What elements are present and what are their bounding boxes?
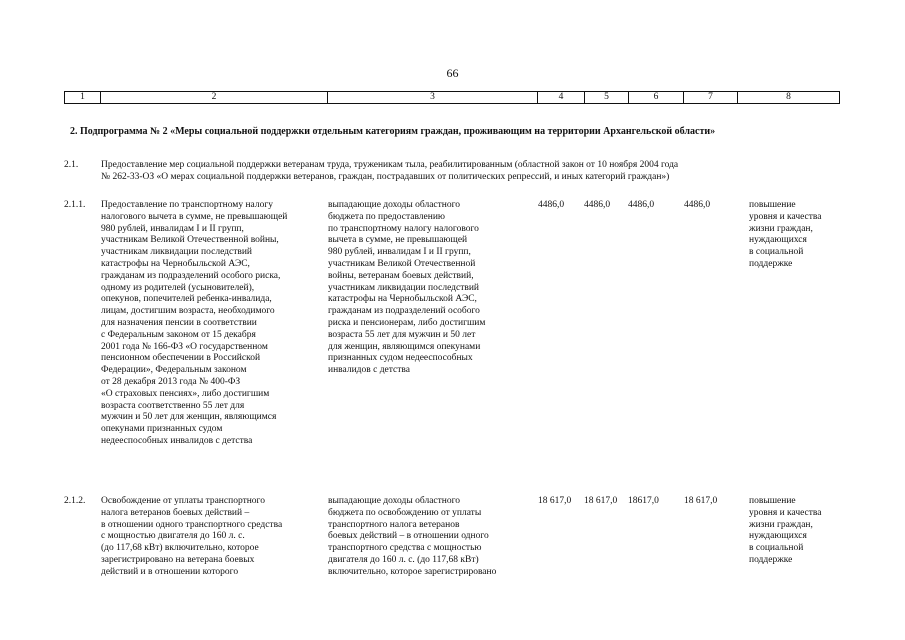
text-line: уровня и качества — [749, 211, 822, 222]
value-col4: 4486,0 — [538, 200, 565, 210]
row-revenue-description — [328, 200, 538, 377]
text-line: вычета в сумме, не превышающей — [328, 235, 468, 246]
text-line: гражданам из подразделений особого риска, — [101, 270, 281, 281]
section-description — [101, 160, 846, 184]
text-line: транспортного налога ветеранов — [328, 519, 460, 530]
text-line: недееспособных инвалидов с детства — [101, 435, 253, 446]
value-col7: 18 617,0 — [684, 496, 718, 506]
text-line: включительно, которое зарегистрировано — [328, 566, 497, 577]
text-line: жизни граждан, — [749, 223, 813, 234]
text-line: уровня и качества — [749, 507, 822, 518]
text-line: выпадающие доходы областного — [328, 496, 461, 506]
row-expected-result — [749, 496, 845, 567]
text-line: Федерации», Федеральным законом — [101, 365, 247, 376]
text-line: повышение — [749, 200, 796, 210]
text-line: с Федеральным законом от 15 декабря — [101, 329, 256, 340]
text-line: транспортного средства с мощностью — [328, 543, 482, 554]
text-line: Освобождение от уплаты транспортного — [101, 496, 265, 506]
text-line: с мощностью двигателя до 160 л. с. — [101, 531, 245, 542]
text-line: поддержке — [749, 258, 793, 269]
text-line: в отношении одного транспортного средства — [101, 519, 283, 530]
text-line: бюджета по освобождению от уплаты — [328, 507, 482, 518]
header-cell: 7 — [684, 92, 738, 104]
text-line: бюджета по предоставлению — [328, 211, 446, 222]
value-col6: 18617,0 — [628, 496, 659, 506]
section-line: Предоставление мер социальной поддержки ветеранам труда, труженикам тыла, реабилитированным (областной закон от 10 ноября 2004 года — [101, 160, 679, 170]
text-line: опекунами признанных судом — [101, 424, 223, 435]
text-line: возраста соответственно 55 лет для — [101, 400, 245, 411]
value-col4: 18 617,0 — [538, 496, 572, 506]
text-line: по транспортному налогу налогового — [328, 223, 479, 234]
row-expected-result — [749, 200, 845, 271]
text-line: налога ветеранов боевых действий – — [101, 507, 250, 518]
text-line: в социальной — [749, 247, 804, 258]
row-number: 2.1.1. — [64, 200, 86, 210]
subprogram-title: 2. Подпрограмма № 2 «Меры социальной поддержки отдельным категориям граждан, проживающим на территории Архангельской области» — [70, 126, 716, 137]
section-line: № 262-33-ОЗ «О мерах социальной поддержки ветеранов, граждан, пострадавших от политических репрессий, и иных категорий граждан») — [101, 171, 670, 182]
text-line: опекунов, попечителей ребенка-инвалида, — [101, 294, 272, 305]
text-line: от 28 декабря 2013 года № 400-ФЗ — [101, 376, 241, 387]
text-line: пенсионном обеспечении в Российской — [101, 353, 261, 364]
header-cell: 6 — [629, 92, 684, 104]
text-line: боевых действий – в отношении одного — [328, 531, 489, 542]
text-line: инвалидов с детства — [328, 365, 410, 376]
text-line: риска и пенсионерам, либо достигшим — [328, 317, 486, 328]
row-measure-description — [101, 200, 323, 448]
page-number: 66 — [446, 66, 459, 80]
value-col5: 18 617,0 — [584, 496, 618, 506]
text-line: возраста 55 лет для мужчин и 50 лет — [328, 329, 476, 340]
value-col7: 4486,0 — [684, 200, 711, 210]
text-line: одному из родителей (усыновителей), — [101, 282, 255, 293]
header-cell: 1 — [65, 92, 101, 104]
header-cell: 3 — [328, 92, 538, 104]
text-line: налогового вычета в сумме, не превышающей — [101, 211, 288, 222]
text-line: лицам, достигшим возраста, необходимого — [101, 306, 275, 317]
header-cell: 4 — [538, 92, 585, 104]
text-line: гражданам из подразделений особого — [328, 306, 480, 317]
text-line: участникам ликвидации последствий — [328, 282, 480, 293]
value-col5: 4486,0 — [584, 200, 611, 210]
row-measure-description — [101, 496, 323, 579]
row-number: 2.1.2. — [64, 496, 86, 506]
value-col6: 4486,0 — [628, 200, 655, 210]
row-revenue-description — [328, 496, 538, 579]
text-line: 2001 года № 166-ФЗ «О государственном — [101, 341, 268, 352]
header-cell: 2 — [101, 92, 328, 104]
header-cell: 5 — [585, 92, 629, 104]
text-line: (до 117,68 кВт) включительно, которое — [101, 543, 259, 554]
text-line: катастрофы на Чернобыльской АЭС, — [328, 294, 477, 305]
text-line: жизни граждан, — [749, 519, 813, 530]
text-line: для женщин, являющимся опекунами — [328, 341, 481, 352]
text-line: участникам Великой Отечественной войны, — [101, 235, 279, 246]
text-line: нуждающихся — [749, 531, 807, 542]
header-cell: 8 — [738, 92, 840, 104]
text-line: двигателя до 160 л. с. (до 117,68 кВт) — [328, 554, 479, 565]
text-line: зарегистрировано на ветерана боевых — [101, 554, 255, 565]
text-line: 980 рублей, инвалидам I и II групп, — [101, 223, 244, 234]
column-number-header — [64, 91, 840, 104]
text-line: поддержке — [749, 554, 793, 565]
text-line: 980 рублей, инвалидам I и II групп, — [328, 247, 471, 258]
text-line: войны, ветеранам боевых действий, — [328, 270, 474, 281]
text-line: «О страховых пенсиях», либо достигшим — [101, 388, 270, 399]
text-line: катастрофы на Чернобыльской АЭС, — [101, 258, 250, 269]
text-line: участникам Великой Отечественной — [328, 258, 476, 269]
text-line: мужчин и 50 лет для женщин, являющимся — [101, 412, 277, 423]
text-line: для назначения пенсии в соответствии — [101, 317, 257, 328]
text-line: Предоставление по транспортному налогу — [101, 200, 273, 210]
text-line: признанных судом недееспособных — [328, 353, 473, 364]
text-line: повышение — [749, 496, 796, 506]
text-line: в социальной — [749, 543, 804, 554]
text-line: нуждающихся — [749, 235, 807, 246]
text-line: выпадающие доходы областного — [328, 200, 461, 210]
text-line: участникам ликвидации последствий — [101, 247, 253, 258]
section-number: 2.1. — [64, 160, 79, 170]
text-line: действий и в отношении которого — [101, 566, 239, 577]
